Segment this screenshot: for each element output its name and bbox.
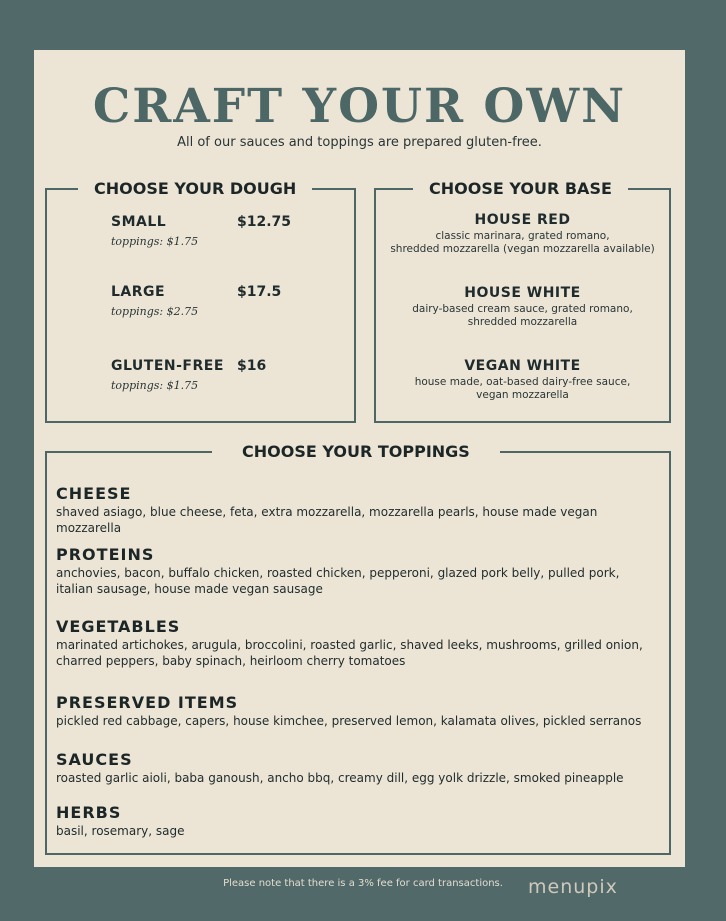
topping-category-sauces bbox=[56, 750, 659, 786]
base-desc-line: classic marinara, grated romano, bbox=[435, 230, 610, 242]
category-line: pickled red cabbage, capers, house kimchee, preserved lemon, kalamata olives, pickled serranos bbox=[56, 714, 642, 728]
category-name: PRESERVED ITEMS bbox=[56, 693, 239, 712]
category-line: italian sausage, house made vegan sausage bbox=[56, 582, 323, 596]
base-name: HOUSE RED bbox=[474, 212, 571, 228]
dough-price: $17.5 bbox=[237, 284, 282, 300]
base-description bbox=[376, 303, 669, 329]
category-items bbox=[56, 565, 659, 597]
category-items bbox=[56, 504, 659, 536]
category-name: SAUCES bbox=[56, 750, 133, 769]
dough-name: LARGE bbox=[111, 284, 166, 300]
category-line: roasted garlic aioli, baba ganoush, ancho bbq, creamy dill, egg yolk drizzle, smoked pineapple bbox=[56, 771, 624, 785]
category-line: basil, rosemary, sage bbox=[56, 824, 185, 838]
topping-category-preserved bbox=[56, 693, 659, 729]
topping-category-proteins bbox=[56, 545, 659, 597]
toppings-section bbox=[45, 442, 671, 855]
dough-item-gluten-free bbox=[111, 358, 267, 392]
category-items bbox=[56, 637, 659, 669]
base-desc-line: shredded mozzarella bbox=[467, 316, 578, 328]
card-fee-note: Please note that there is a 3% fee for card transactions. bbox=[223, 878, 503, 889]
dough-toppings-price: toppings: $2.75 bbox=[111, 305, 199, 318]
category-line: marinated artichokes, arugula, broccolini, roasted garlic, shaved leeks, mushrooms, grilled onion, bbox=[56, 638, 643, 652]
topping-category-cheese bbox=[56, 484, 659, 536]
base-item-vegan-white bbox=[376, 358, 669, 402]
watermark: menupix bbox=[528, 876, 618, 898]
dough-toppings-price: toppings: $1.75 bbox=[111, 235, 199, 248]
category-items bbox=[56, 823, 659, 839]
base-description bbox=[376, 230, 669, 256]
base-name: HOUSE WHITE bbox=[464, 285, 581, 301]
base-heading: CHOOSE YOUR BASE bbox=[413, 179, 628, 198]
category-line: anchovies, bacon, buffalo chicken, roasted chicken, pepperoni, glazed pork belly, pulled pork, bbox=[56, 566, 620, 580]
dough-section bbox=[45, 179, 356, 423]
category-line: shaved asiago, blue cheese, feta, extra mozzarella, mozzarella pearls, house made vegan mozzarella bbox=[56, 505, 598, 535]
category-items bbox=[56, 770, 659, 786]
toppings-heading: CHOOSE YOUR TOPPINGS bbox=[212, 442, 500, 461]
base-name: VEGAN WHITE bbox=[464, 358, 581, 374]
topping-category-herbs bbox=[56, 803, 659, 839]
dough-name: GLUTEN-FREE bbox=[111, 358, 224, 374]
dough-item-large bbox=[111, 284, 282, 318]
page-title: CRAFT YOUR OWN bbox=[92, 79, 627, 134]
dough-toppings-price: toppings: $1.75 bbox=[111, 379, 199, 392]
base-desc-line: shredded mozzarella (vegan mozzarella available) bbox=[390, 243, 655, 255]
base-desc-line: house made, oat-based dairy-free sauce, bbox=[414, 376, 631, 388]
category-line: charred peppers, baby spinach, heirloom cherry tomatoes bbox=[56, 654, 406, 668]
dough-price: $16 bbox=[237, 358, 267, 374]
category-items bbox=[56, 713, 659, 729]
base-item-house-red bbox=[376, 212, 669, 256]
base-item-house-white bbox=[376, 285, 669, 329]
category-name: HERBS bbox=[56, 803, 122, 822]
dough-heading: CHOOSE YOUR DOUGH bbox=[78, 179, 312, 198]
dough-price: $12.75 bbox=[237, 214, 292, 230]
base-desc-line: dairy-based cream sauce, grated romano, bbox=[412, 303, 633, 315]
dough-name: SMALL bbox=[111, 214, 167, 230]
base-section bbox=[374, 179, 671, 423]
base-description bbox=[376, 376, 669, 402]
category-name: CHEESE bbox=[56, 484, 132, 503]
category-name: VEGETABLES bbox=[56, 617, 181, 636]
subtitle: All of our sauces and toppings are prepared gluten-free. bbox=[177, 135, 542, 150]
dough-item-small bbox=[111, 214, 292, 248]
topping-category-vegetables bbox=[56, 617, 659, 669]
base-desc-line: vegan mozzarella bbox=[476, 389, 569, 401]
category-name: PROTEINS bbox=[56, 545, 155, 564]
